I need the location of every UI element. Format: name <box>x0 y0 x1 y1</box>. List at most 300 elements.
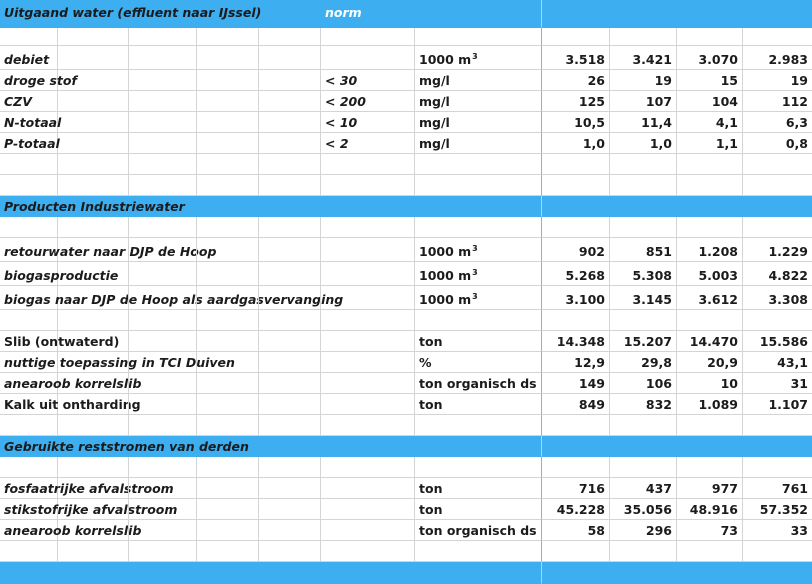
cell[interactable] <box>677 415 743 436</box>
cell[interactable] <box>542 0 610 28</box>
cell[interactable] <box>610 436 677 457</box>
value-cell[interactable]: 19 <box>743 70 812 91</box>
norm-cell[interactable]: < 200 <box>321 91 415 112</box>
unit-cell[interactable] <box>415 499 542 520</box>
cell[interactable] <box>321 217 415 238</box>
value-cell[interactable]: 3.145 <box>610 286 677 310</box>
cell[interactable] <box>415 217 542 238</box>
cell[interactable] <box>677 0 743 28</box>
cell[interactable] <box>129 331 197 352</box>
cell[interactable] <box>259 331 321 352</box>
cell[interactable] <box>129 112 197 133</box>
cell[interactable] <box>197 154 259 175</box>
cell[interactable] <box>542 154 610 175</box>
cell[interactable] <box>58 520 129 541</box>
cell[interactable] <box>743 175 812 196</box>
cell[interactable] <box>259 394 321 415</box>
cell[interactable] <box>321 154 415 175</box>
cell[interactable] <box>129 133 197 154</box>
unit-cell[interactable] <box>415 373 542 394</box>
value-cell[interactable]: 112 <box>743 91 812 112</box>
cell[interactable] <box>415 457 542 478</box>
cell[interactable] <box>197 478 259 499</box>
cell[interactable] <box>129 352 197 373</box>
value-cell[interactable]: 761 <box>743 478 812 499</box>
cell[interactable] <box>259 286 321 310</box>
cell[interactable] <box>197 70 259 91</box>
cell[interactable] <box>0 541 58 562</box>
cell[interactable] <box>321 520 415 541</box>
value-cell[interactable]: 1,0 <box>542 133 610 154</box>
cell[interactable] <box>197 373 259 394</box>
value-cell[interactable]: 1.208 <box>677 238 743 262</box>
cell[interactable] <box>610 175 677 196</box>
cell[interactable] <box>58 331 129 352</box>
cell[interactable] <box>743 154 812 175</box>
cell[interactable] <box>259 175 321 196</box>
value-cell[interactable]: 14.348 <box>542 331 610 352</box>
cell[interactable] <box>415 0 542 28</box>
value-cell[interactable]: 33 <box>743 520 812 541</box>
value-cell[interactable]: 12,9 <box>542 352 610 373</box>
value-cell[interactable]: 977 <box>677 478 743 499</box>
row-label[interactable]: nuttige toepassing in TCI Duiven <box>0 352 58 373</box>
unit-cell[interactable] <box>415 133 542 154</box>
norm-cell[interactable] <box>321 46 415 70</box>
cell[interactable] <box>197 238 259 262</box>
value-cell[interactable]: 1,1 <box>677 133 743 154</box>
row-label[interactable]: biogasproductie <box>0 262 58 286</box>
cell[interactable] <box>58 457 129 478</box>
cell[interactable] <box>610 154 677 175</box>
cell[interactable] <box>197 352 259 373</box>
unit-cell[interactable] <box>415 352 542 373</box>
cell[interactable] <box>610 196 677 217</box>
cell[interactable] <box>743 310 812 331</box>
cell[interactable] <box>0 457 58 478</box>
row-label[interactable]: retourwater naar DJP de Hoop <box>0 238 58 262</box>
unit-cell[interactable] <box>415 478 542 499</box>
value-cell[interactable]: 4.822 <box>743 262 812 286</box>
value-cell[interactable]: 3.070 <box>677 46 743 70</box>
value-cell[interactable]: 15.586 <box>743 331 812 352</box>
cell[interactable] <box>197 520 259 541</box>
unit-cell[interactable] <box>415 70 542 91</box>
cell[interactable] <box>677 541 743 562</box>
unit-cell[interactable] <box>415 286 542 310</box>
row-label[interactable]: Slib (ontwaterd) <box>0 331 58 352</box>
value-cell[interactable]: 106 <box>610 373 677 394</box>
row-label[interactable]: anearoob korrelslib <box>0 373 58 394</box>
cell[interactable] <box>197 310 259 331</box>
value-cell[interactable]: 10,5 <box>542 112 610 133</box>
cell[interactable] <box>321 28 415 46</box>
unit-cell[interactable] <box>415 331 542 352</box>
cell[interactable] <box>129 70 197 91</box>
cell[interactable] <box>259 478 321 499</box>
cell[interactable] <box>129 394 197 415</box>
value-cell[interactable]: 15 <box>677 70 743 91</box>
unit-cell[interactable] <box>415 112 542 133</box>
cell[interactable] <box>610 0 677 28</box>
unit-superscript: 3 <box>472 52 478 61</box>
value-cell[interactable]: 3.421 <box>610 46 677 70</box>
value-cell[interactable]: 2.983 <box>743 46 812 70</box>
cell[interactable] <box>259 310 321 331</box>
cell[interactable] <box>542 415 610 436</box>
cell[interactable] <box>321 331 415 352</box>
cell[interactable] <box>129 91 197 112</box>
cell[interactable] <box>129 310 197 331</box>
cell[interactable] <box>0 310 58 331</box>
cell[interactable] <box>415 415 542 436</box>
cell[interactable] <box>129 541 197 562</box>
cell[interactable] <box>58 133 129 154</box>
cell[interactable] <box>259 499 321 520</box>
cell[interactable] <box>129 499 197 520</box>
cell[interactable] <box>321 478 415 499</box>
unit-text: ton <box>419 397 443 412</box>
cell[interactable] <box>129 238 197 262</box>
value-cell[interactable]: 0,8 <box>743 133 812 154</box>
cell[interactable] <box>610 217 677 238</box>
effluent-row <box>0 46 812 70</box>
cell[interactable] <box>677 175 743 196</box>
value-cell[interactable]: 57.352 <box>743 499 812 520</box>
sludge-row <box>0 394 812 415</box>
norm-cell[interactable]: < 30 <box>321 70 415 91</box>
cell[interactable] <box>542 217 610 238</box>
row-label[interactable]: N-totaal <box>0 112 58 133</box>
norm-header[interactable]: norm <box>321 0 415 28</box>
value-cell[interactable]: 43,1 <box>743 352 812 373</box>
blank-row <box>0 28 812 46</box>
cell[interactable] <box>677 310 743 331</box>
cell[interactable] <box>677 196 743 217</box>
cell[interactable] <box>321 262 415 286</box>
value-cell[interactable]: 48.916 <box>677 499 743 520</box>
blank-row <box>0 415 812 436</box>
value-cell[interactable]: 3.518 <box>542 46 610 70</box>
value-cell[interactable]: 35.056 <box>610 499 677 520</box>
cell[interactable] <box>197 112 259 133</box>
cell[interactable] <box>58 310 129 331</box>
cell[interactable] <box>197 91 259 112</box>
cell[interactable] <box>542 562 610 584</box>
row-label[interactable]: P-totaal <box>0 133 58 154</box>
cell[interactable] <box>129 457 197 478</box>
cell[interactable] <box>0 415 58 436</box>
cell[interactable] <box>743 0 812 28</box>
value-cell[interactable]: 20,9 <box>677 352 743 373</box>
row-label[interactable]: fosfaatrijke afvalstroom <box>0 478 58 499</box>
cell[interactable] <box>542 196 610 217</box>
unit-superscript: 3 <box>472 268 478 277</box>
row-label[interactable]: biogas naar DJP de Hoop als aardgasvervanging <box>0 286 58 310</box>
cell[interactable] <box>58 46 129 70</box>
cell[interactable] <box>58 478 129 499</box>
cell[interactable] <box>415 562 542 584</box>
section-title[interactable]: Gebruikte reststromen van derden <box>0 436 321 457</box>
cell[interactable] <box>321 373 415 394</box>
unit-text: mg/l <box>419 94 450 109</box>
cell[interactable] <box>415 175 542 196</box>
blank-row <box>0 457 812 478</box>
cell[interactable] <box>259 91 321 112</box>
cell[interactable] <box>197 394 259 415</box>
unit-text: mg/l <box>419 136 450 151</box>
cell[interactable] <box>129 46 197 70</box>
cell[interactable] <box>129 262 197 286</box>
value-cell[interactable]: 716 <box>542 478 610 499</box>
value-cell[interactable]: 437 <box>610 478 677 499</box>
cell[interactable] <box>197 46 259 70</box>
value-cell[interactable]: 45.228 <box>542 499 610 520</box>
unit-cell[interactable] <box>415 520 542 541</box>
sludge-row <box>0 331 812 352</box>
cell[interactable] <box>415 154 542 175</box>
cell[interactable] <box>58 286 129 310</box>
cell[interactable] <box>743 436 812 457</box>
cell[interactable] <box>129 415 197 436</box>
cell[interactable] <box>129 28 197 46</box>
cell[interactable] <box>259 520 321 541</box>
cell[interactable] <box>321 238 415 262</box>
cell[interactable] <box>259 373 321 394</box>
cell[interactable] <box>743 457 812 478</box>
unit-cell[interactable] <box>415 394 542 415</box>
value-cell[interactable]: 15.207 <box>610 331 677 352</box>
cell[interactable] <box>129 154 197 175</box>
value-cell[interactable]: 832 <box>610 394 677 415</box>
cell[interactable] <box>321 499 415 520</box>
cell[interactable] <box>259 457 321 478</box>
value-cell[interactable]: 14.470 <box>677 331 743 352</box>
cell[interactable] <box>58 28 129 46</box>
cell[interactable] <box>259 154 321 175</box>
unit-superscript: 3 <box>472 292 478 301</box>
cell[interactable] <box>58 154 129 175</box>
value-cell[interactable]: 31 <box>743 373 812 394</box>
value-cell[interactable]: 6,3 <box>743 112 812 133</box>
cell[interactable] <box>743 562 812 584</box>
cell[interactable] <box>415 310 542 331</box>
cell[interactable] <box>197 175 259 196</box>
value-cell[interactable]: 296 <box>610 520 677 541</box>
section-title[interactable]: Uitgaand water (effluent naar IJssel) <box>0 0 321 28</box>
cell[interactable] <box>129 520 197 541</box>
cell[interactable] <box>677 154 743 175</box>
cell[interactable] <box>58 217 129 238</box>
cell[interactable] <box>415 541 542 562</box>
cell[interactable] <box>58 394 129 415</box>
row-label[interactable]: stikstofrijke afvalstroom <box>0 499 58 520</box>
cell[interactable] <box>58 373 129 394</box>
value-cell[interactable]: 19 <box>610 70 677 91</box>
cell[interactable] <box>129 286 197 310</box>
value-cell[interactable]: 107 <box>610 91 677 112</box>
cell[interactable] <box>129 217 197 238</box>
cell[interactable] <box>415 196 542 217</box>
cell[interactable] <box>259 112 321 133</box>
cell[interactable] <box>415 28 542 46</box>
cell[interactable] <box>259 352 321 373</box>
value-cell[interactable]: 10 <box>677 373 743 394</box>
industrial-row <box>0 262 812 286</box>
cell[interactable] <box>197 331 259 352</box>
unit-cell[interactable] <box>415 91 542 112</box>
cell[interactable] <box>197 415 259 436</box>
value-cell[interactable]: 902 <box>542 238 610 262</box>
cell[interactable] <box>58 499 129 520</box>
cell[interactable] <box>197 217 259 238</box>
cell[interactable] <box>677 562 743 584</box>
unit-text: % <box>419 355 432 370</box>
cell[interactable] <box>321 415 415 436</box>
cell[interactable] <box>677 28 743 46</box>
cell[interactable] <box>58 262 129 286</box>
cell[interactable] <box>542 541 610 562</box>
cell[interactable] <box>321 394 415 415</box>
unit-cell[interactable] <box>415 262 542 286</box>
section-header-industrial <box>0 196 812 217</box>
cell[interactable] <box>743 541 812 562</box>
cell[interactable] <box>321 352 415 373</box>
value-cell[interactable]: 5.003 <box>677 262 743 286</box>
cell[interactable] <box>321 541 415 562</box>
row-label[interactable]: debiet <box>0 46 58 70</box>
cell[interactable] <box>743 217 812 238</box>
row-label[interactable]: droge stof <box>0 70 58 91</box>
cell[interactable] <box>129 175 197 196</box>
value-cell[interactable]: 58 <box>542 520 610 541</box>
value-cell[interactable]: 5.268 <box>542 262 610 286</box>
unit-cell[interactable] <box>415 238 542 262</box>
value-cell[interactable]: 4,1 <box>677 112 743 133</box>
cell[interactable] <box>58 238 129 262</box>
cell[interactable] <box>610 457 677 478</box>
unit-cell[interactable] <box>415 46 542 70</box>
cell[interactable] <box>197 28 259 46</box>
cell[interactable] <box>58 541 129 562</box>
value-cell[interactable]: 1.229 <box>743 238 812 262</box>
value-cell[interactable]: 73 <box>677 520 743 541</box>
cell[interactable] <box>197 262 259 286</box>
industrial-row <box>0 238 812 262</box>
cell[interactable] <box>58 91 129 112</box>
cell[interactable] <box>610 541 677 562</box>
value-cell[interactable]: 1.107 <box>743 394 812 415</box>
value-cell[interactable]: 125 <box>542 91 610 112</box>
value-cell[interactable]: 26 <box>542 70 610 91</box>
cell[interactable] <box>677 457 743 478</box>
industrial-row <box>0 286 812 310</box>
cell[interactable] <box>259 70 321 91</box>
norm-cell[interactable]: < 2 <box>321 133 415 154</box>
norm-cell[interactable]: < 10 <box>321 112 415 133</box>
cell[interactable] <box>259 238 321 262</box>
cell[interactable] <box>321 175 415 196</box>
cell[interactable] <box>321 310 415 331</box>
value-cell[interactable]: 849 <box>542 394 610 415</box>
cell[interactable] <box>129 373 197 394</box>
cell[interactable] <box>259 46 321 70</box>
cell[interactable] <box>743 196 812 217</box>
cell[interactable] <box>743 28 812 46</box>
cell[interactable] <box>0 28 58 46</box>
value-cell[interactable]: 3.612 <box>677 286 743 310</box>
cell[interactable] <box>58 352 129 373</box>
cell[interactable] <box>610 310 677 331</box>
value-cell[interactable]: 1,0 <box>610 133 677 154</box>
cell[interactable] <box>58 70 129 91</box>
effluent-row <box>0 112 812 133</box>
effluent-row <box>0 91 812 112</box>
cell[interactable] <box>259 28 321 46</box>
cell[interactable] <box>0 562 321 584</box>
cell[interactable] <box>259 262 321 286</box>
cell[interactable] <box>197 499 259 520</box>
value-cell[interactable]: 149 <box>542 373 610 394</box>
cell[interactable] <box>58 175 129 196</box>
cell[interactable] <box>0 217 58 238</box>
cell[interactable] <box>197 133 259 154</box>
cell[interactable] <box>415 436 542 457</box>
cell[interactable] <box>610 562 677 584</box>
cell[interactable] <box>58 415 129 436</box>
cell[interactable] <box>129 478 197 499</box>
cell[interactable] <box>259 541 321 562</box>
value-cell[interactable]: 1.089 <box>677 394 743 415</box>
cell[interactable] <box>259 217 321 238</box>
value-cell[interactable]: 3.100 <box>542 286 610 310</box>
value-cell[interactable]: 11,4 <box>610 112 677 133</box>
value-cell[interactable]: 104 <box>677 91 743 112</box>
cell[interactable] <box>197 541 259 562</box>
cell[interactable] <box>0 175 58 196</box>
cell[interactable] <box>321 286 415 310</box>
section-title[interactable]: Producten Industriewater <box>0 196 321 217</box>
cell[interactable] <box>610 415 677 436</box>
cell[interactable] <box>743 415 812 436</box>
cell[interactable] <box>677 217 743 238</box>
row-label[interactable]: CZV <box>0 91 58 112</box>
row-label[interactable]: anearoob korrelslib <box>0 520 58 541</box>
cell[interactable] <box>259 133 321 154</box>
cell[interactable] <box>259 415 321 436</box>
cell[interactable] <box>197 286 259 310</box>
cell[interactable] <box>0 154 58 175</box>
cell[interactable] <box>542 28 610 46</box>
cell[interactable] <box>610 28 677 46</box>
cell[interactable] <box>677 436 743 457</box>
effluent-row <box>0 133 812 154</box>
cell[interactable] <box>321 457 415 478</box>
value-cell[interactable]: 29,8 <box>610 352 677 373</box>
row-label[interactable]: Kalk uit ontharding <box>0 394 58 415</box>
cell[interactable] <box>542 175 610 196</box>
cell[interactable] <box>58 112 129 133</box>
unit-text: ton <box>419 502 443 517</box>
unit-text: mg/l <box>419 73 450 88</box>
value-cell[interactable]: 5.308 <box>610 262 677 286</box>
cell[interactable] <box>542 310 610 331</box>
value-cell[interactable]: 3.308 <box>743 286 812 310</box>
cell[interactable] <box>197 457 259 478</box>
cell[interactable] <box>542 436 610 457</box>
value-cell[interactable]: 851 <box>610 238 677 262</box>
cell[interactable] <box>542 457 610 478</box>
